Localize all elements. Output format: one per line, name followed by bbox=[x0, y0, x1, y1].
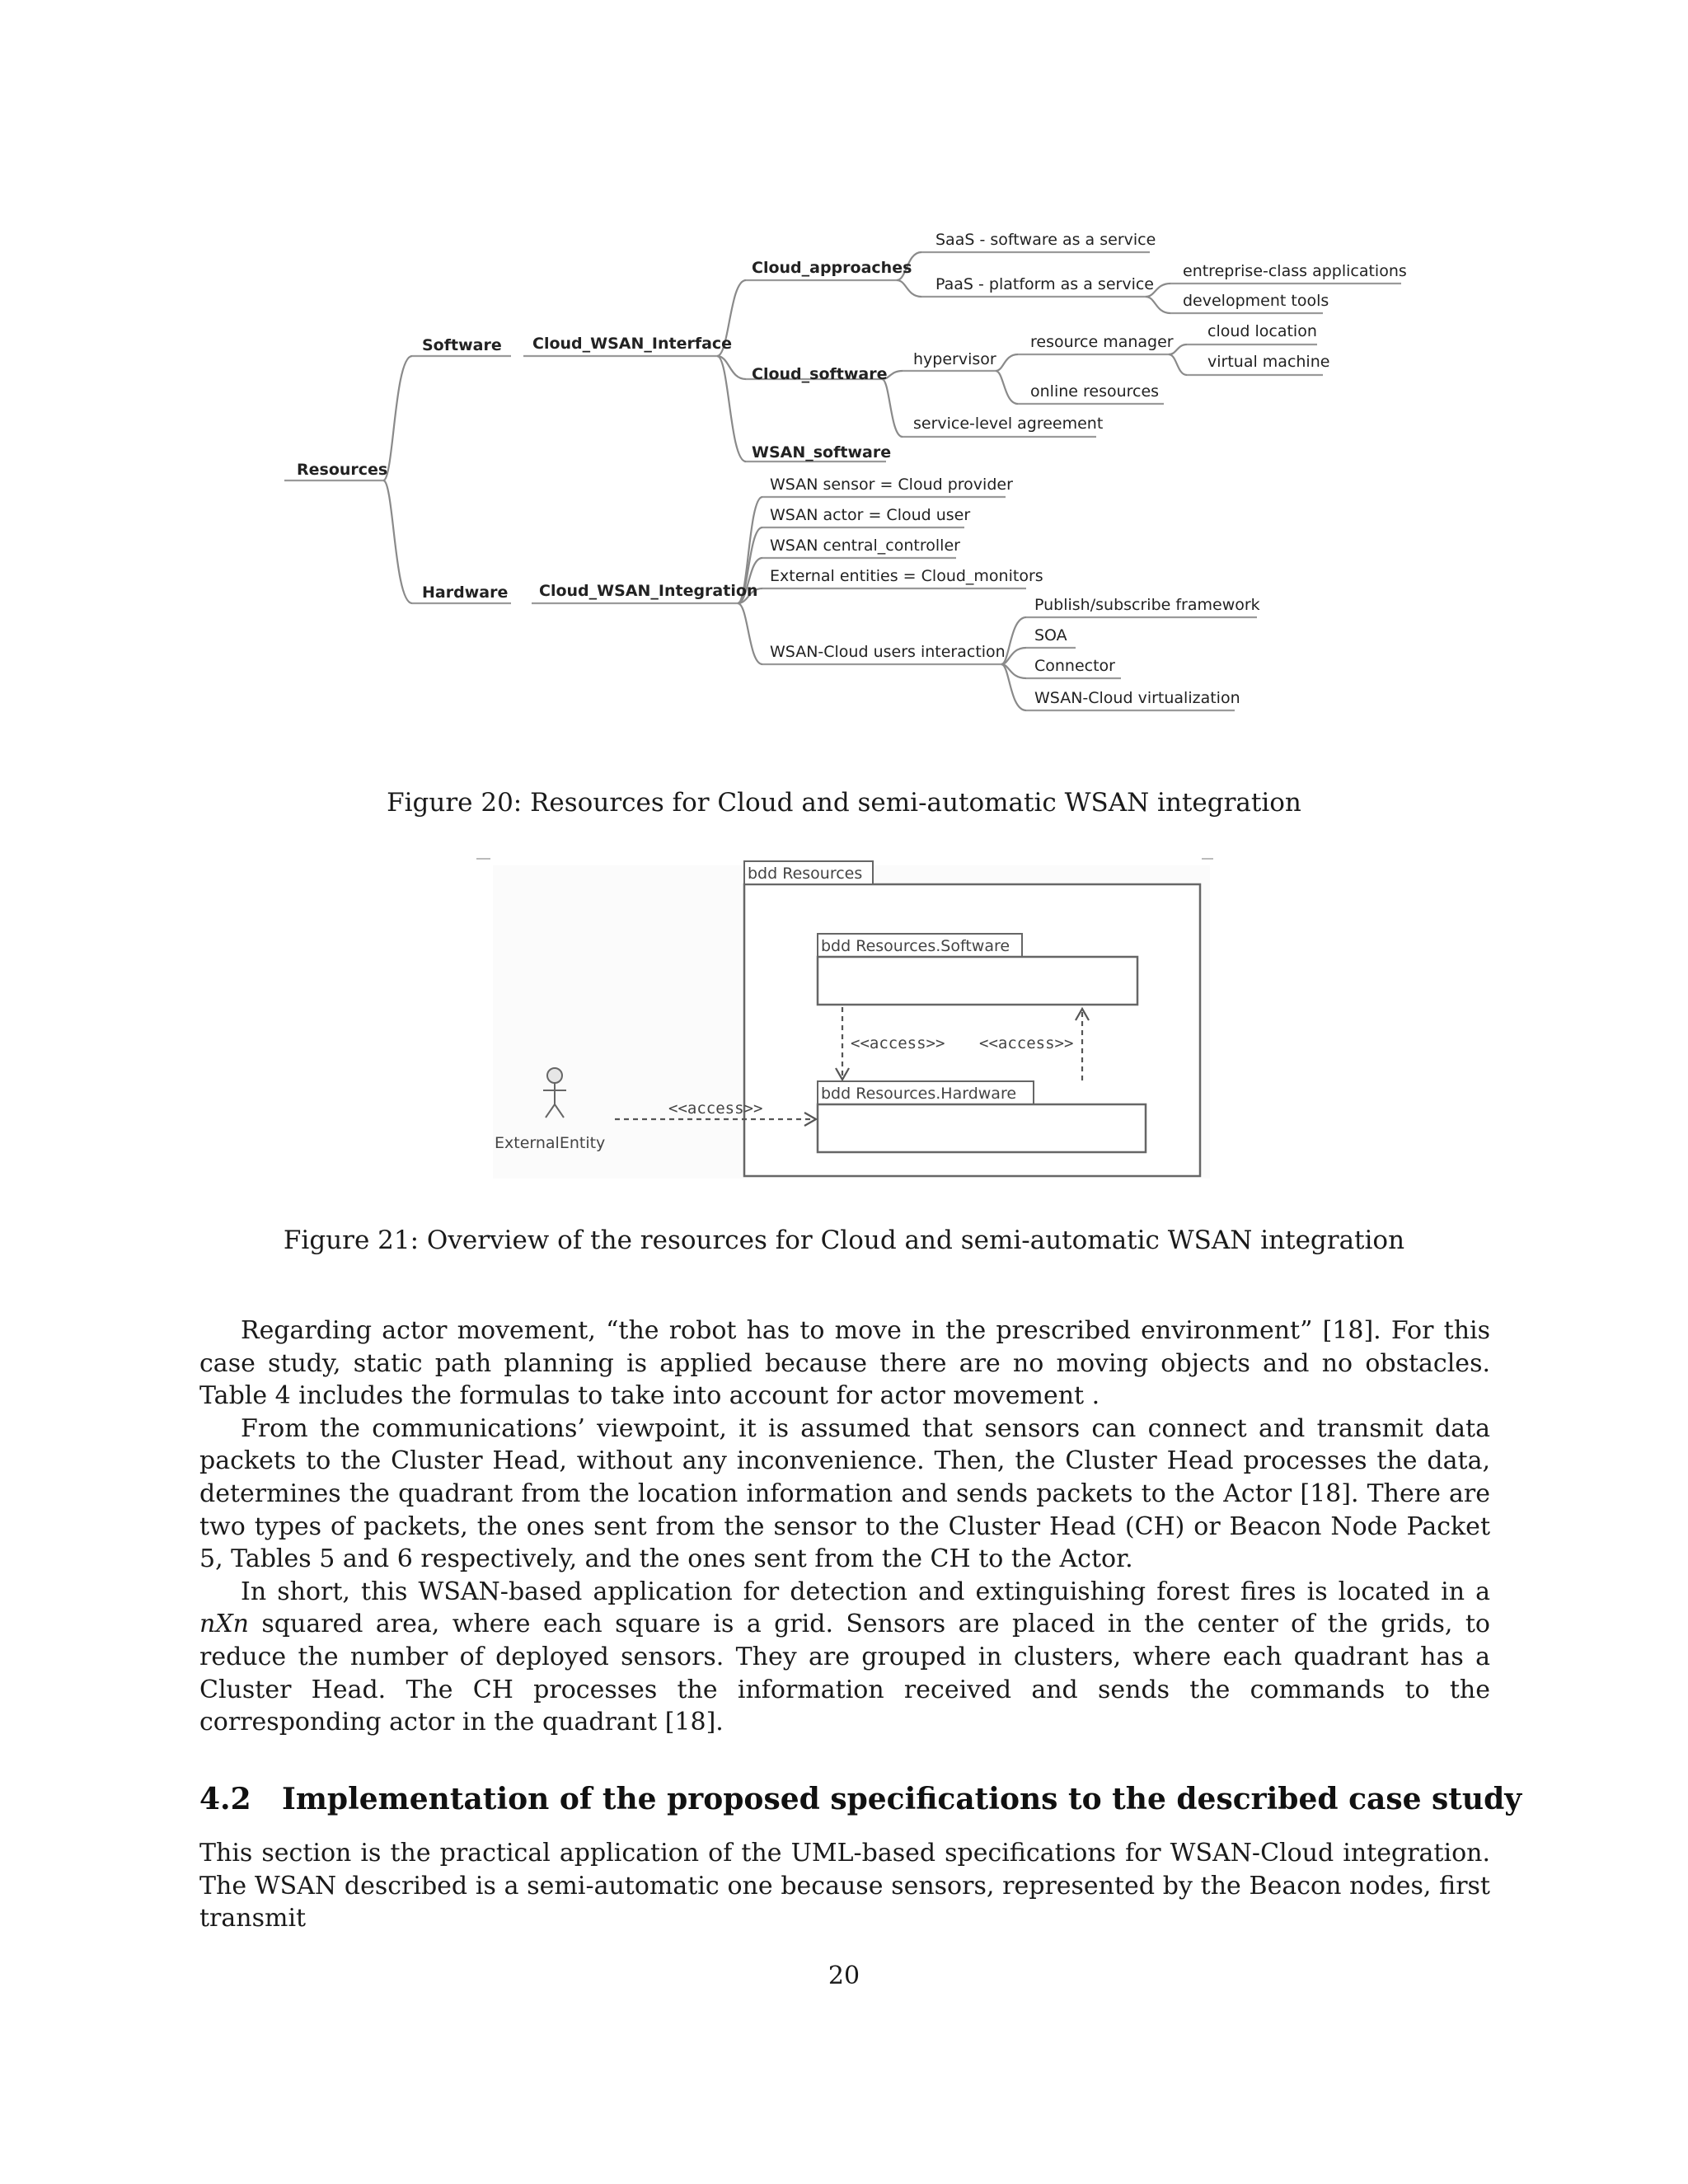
mindmap-wsan-cloud-users-label: WSAN-Cloud users interaction bbox=[770, 643, 1006, 661]
bdd-hardware-label: bdd Resources.Hardware bbox=[821, 1085, 1017, 1103]
section-title: Implementation of the proposed specifications to the described case study bbox=[282, 1782, 1522, 1816]
figure-20-mindmap bbox=[272, 214, 1426, 725]
mindmap-pubsub-label: Publish/subscribe framework bbox=[1034, 596, 1260, 614]
bdd-hardware-box bbox=[818, 1104, 1146, 1152]
mindmap-cloud-wsan-integration-label: Cloud_WSAN_Integration bbox=[539, 582, 758, 600]
mindmap-resource-manager-label: resource manager bbox=[1030, 333, 1174, 351]
access-label-up: <<access>> bbox=[979, 1034, 1074, 1052]
mindmap-cloud-location-label: cloud location bbox=[1207, 322, 1317, 340]
section-number: 4.2 bbox=[199, 1782, 251, 1816]
mindmap-dev-tools-label: development tools bbox=[1183, 292, 1329, 310]
paragraph-communications: From the communications’ viewpoint, it is assumed that sensors can connect and transmit data packets to the Cluster Head, without any inconvenience. Then, the Cluster Head processes the data, determines the quadrant from the location information and sends packets to the Actor [18]. There are two types of packets, the ones sent from the sensor to the Cluster Head (CH) or Beacon Node Packet 5, Tables 5 and 6 respectively, and the ones sent from the CH to the Actor. bbox=[199, 1413, 1490, 1574]
mindmap-sla-label: service-level agreement bbox=[913, 415, 1104, 433]
mindmap-cloud-software-label: Cloud_software bbox=[752, 365, 888, 383]
bdd-software-box bbox=[818, 957, 1137, 1005]
mindmap-soa-label: SOA bbox=[1034, 626, 1067, 644]
mindmap-wsan-sensor-label: WSAN sensor = Cloud provider bbox=[770, 476, 1013, 494]
section-heading bbox=[199, 1782, 1522, 1816]
figure-20-caption: Figure 20: Resources for Cloud and semi-automatic WSAN integration bbox=[387, 788, 1301, 818]
paragraph-summary bbox=[199, 1576, 1490, 1739]
mindmap-root-label: Resources bbox=[297, 461, 388, 479]
body-paragraphs bbox=[199, 1315, 1490, 1739]
mindmap-hypervisor-label: hypervisor bbox=[913, 350, 996, 368]
mindmap-hardware-label: Hardware bbox=[422, 583, 509, 602]
mindmap-virtualization-label: WSAN-Cloud virtualization bbox=[1034, 689, 1240, 707]
mindmap-cloud-wsan-interface-label: Cloud_WSAN_Interface bbox=[532, 335, 733, 353]
mindmap-virtual-machine-label: virtual machine bbox=[1207, 353, 1330, 371]
access-label-down: <<access>> bbox=[851, 1034, 945, 1052]
mindmap-saas-label: SaaS - software as a service bbox=[935, 231, 1156, 249]
mindmap-online-resources-label: online resources bbox=[1030, 382, 1160, 401]
math-nxn: nXn bbox=[199, 1610, 249, 1639]
figure-21-caption: Figure 21: Overview of the resources for Cloud and semi-automatic WSAN integration bbox=[283, 1226, 1405, 1255]
paragraph-actor-movement: Regarding actor movement, “the robot has to move in the prescribed environment” [18]. For this case study, static path planning is applied because there are no moving objects and no obstacles. Table 4 includes the formulas to take into account for actor movement . bbox=[199, 1316, 1490, 1411]
bdd-resources-label: bdd Resources bbox=[748, 865, 863, 883]
mindmap-wsan-actor-label: WSAN actor = Cloud user bbox=[770, 506, 971, 524]
mindmap-external-entities-label: External entities = Cloud_monitors bbox=[770, 567, 1043, 585]
mindmap-wsan-central-label: WSAN central_controller bbox=[770, 537, 960, 555]
access-label-external: <<access>> bbox=[668, 1099, 763, 1118]
paragraph-section-intro: This section is the practical application of the UML-based specifications for WSAN-Cloud integration. The WSAN described is a semi-automatic one because sensors, represented by the Beacon nodes, first transmit bbox=[199, 1839, 1490, 1933]
mindmap-cloud-approaches-label: Cloud_approaches bbox=[752, 259, 912, 277]
bdd-software-label: bdd Resources.Software bbox=[821, 937, 1010, 955]
mindmap-wsan-software-label: WSAN_software bbox=[752, 443, 892, 462]
mindmap-paas-label: PaaS - platform as a service bbox=[935, 275, 1154, 293]
paragraph-summary-start: In short, this WSAN-based application for detection and extinguishing forest fires is located in a bbox=[241, 1577, 1490, 1606]
mindmap-connector-label: Connector bbox=[1034, 657, 1115, 675]
external-entity-label: ExternalEntity bbox=[495, 1134, 606, 1152]
mindmap-enterprise-apps-label: entreprise-class applications bbox=[1183, 262, 1407, 280]
figure-21-uml-diagram bbox=[462, 849, 1228, 1187]
page-number: 20 bbox=[828, 1961, 860, 1990]
paragraph-summary-end: squared area, where each square is a grid. Sensors are placed in the center of the grids, to reduce the number of deployed sensors. They are grouped in clusters, where each quadrant has a Cluster Head. The CH processes the information received and sends the commands to the corresponding actor in the quadrant [18]. bbox=[199, 1610, 1490, 1737]
mindmap-software-label: Software bbox=[422, 336, 502, 354]
section-body bbox=[199, 1837, 1490, 1935]
